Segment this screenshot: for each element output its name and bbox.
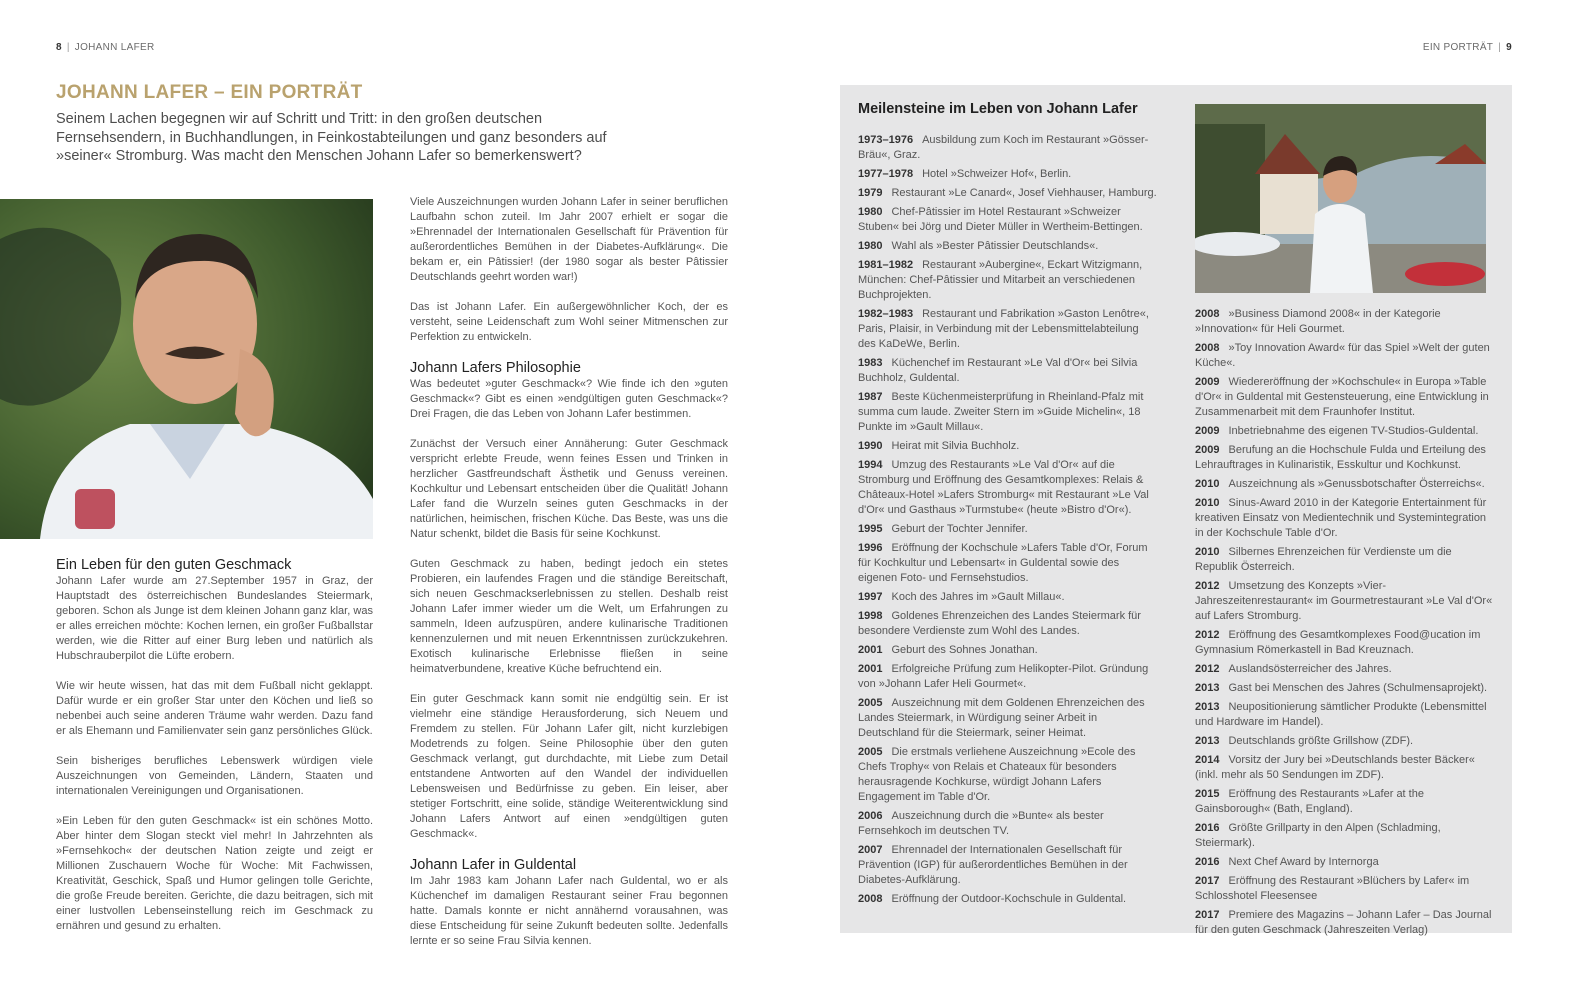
milestone-item — [858, 745, 1158, 805]
milestone-text: Gast bei Menschen des Jahres (Schulmensaprojekt). — [1228, 682, 1488, 694]
milestone-year: 2012 — [1195, 580, 1220, 592]
milestone-text: Sinus-Award 2010 in der Kategorie Entertainment für kreativen Einsatz von Medientechnik und Systemintegration in der Kochschule Table d'Or. — [1195, 497, 1487, 539]
milestone-year: 2008 — [1195, 308, 1220, 320]
milestone-text: Küchenchef im Restaurant »Le Val d'Or« bei Silvia Buchholz, Guldental. — [858, 357, 1138, 384]
milestone-item — [1195, 424, 1497, 439]
chef-photo-illustration — [1195, 104, 1486, 293]
running-title-right: EIN PORTRÄT — [1422, 42, 1494, 53]
milestone-text: Auszeichnung als »Genussbotschafter Österreichs«. — [1228, 478, 1485, 490]
folio-separator: | — [1498, 42, 1502, 53]
milestone-text: Premiere des Magazins – Johann Lafer – Das Journal für den guten Geschmack (Jahreszeiten Verlag) — [1195, 909, 1492, 936]
milestone-item — [858, 458, 1158, 518]
milestone-item — [858, 258, 1158, 303]
milestone-item — [858, 205, 1158, 235]
milestone-text: Auszeichnung durch die »Bunte« als bester Fernsehkoch im deutschen TV. — [858, 810, 1104, 837]
milestone-text: Erfolgreiche Prüfung zum Helikopter-Pilot. Gründung von »Johann Lafer Heli Gourmet«. — [858, 663, 1149, 690]
milestone-year: 1996 — [858, 542, 883, 554]
running-header-right — [1423, 42, 1512, 53]
milestone-item — [858, 809, 1158, 839]
milestone-item — [1195, 662, 1497, 677]
milestone-year: 1990 — [858, 440, 883, 452]
milestone-year: 2001 — [858, 644, 883, 656]
milestone-item — [1195, 341, 1497, 371]
milestone-year: 1987 — [858, 391, 883, 403]
milestone-item — [1195, 787, 1497, 817]
milestone-text: Umzug des Restaurants »Le Val d'Or« auf die Stromburg und Eröffnung des Gesamtkomplexes: Relais & Châteaux-Hotel »Lafers Stromburg« mit Restaurant »Le Val d'Or« und Gasthaus »Turmstube« (heute »Bistro d'Or«). — [858, 459, 1149, 516]
milestone-text: Next Chef Award by Internorga — [1228, 856, 1379, 868]
milestone-text: Vorsitz der Jury bei »Deutschlands bester Bäcker« (inkl. mehr als 50 Sendungen im ZDF). — [1195, 754, 1475, 781]
milestone-text: Inbetriebnahme des eigenen TV-Studios-Guldental. — [1228, 425, 1479, 437]
milestone-text: Geburt des Sohnes Jonathan. — [891, 644, 1038, 656]
milestone-item — [858, 307, 1158, 352]
milestone-year: 2008 — [1195, 342, 1220, 354]
milestone-item — [858, 522, 1158, 537]
milestone-text: Berufung an die Hochschule Fulda und Erteilung des Lehrauftrages in Kulinaristik, Esskultur und Kochkunst. — [1195, 444, 1486, 471]
milestone-year: 2017 — [1195, 909, 1220, 921]
milestone-year: 2013 — [1195, 682, 1220, 694]
milestone-text: Auszeichnung mit dem Goldenen Ehrenzeichen des Landes Steiermark, in Würdigung seiner Arbeit in Deutschland für die Steiermark, seiner Heimat. — [858, 697, 1145, 739]
milestone-item — [858, 390, 1158, 435]
paragraph: Johann Lafer wurde am 27.September 1957 in Graz, der Hauptstadt des österreichischen Bundeslandes Steiermark, geboren. Schon als Junge ist dem kleinen Johann ganz klar, was er alles erreichen möchte: Kochen lernen, ein großer Fußballstar werden, wie die Ritter auf einer Burg leben und natürlich als Hubschrauberpilot die Lüfte erobern. — [56, 575, 373, 662]
milestone-text: Restaurant »Aubergine«, Eckart Witzigmann, München: Chef-Pâtissier und Mitarbeit an verschiedenen Buchprojekten. — [858, 259, 1143, 301]
milestone-item — [1195, 545, 1497, 575]
intro-lead: Seinem Lachen begegnen wir auf Schritt und Tritt: in den großen deutschen Fernsehsendern, in Buchhandlungen, in Feinkostabteilungen und ganz besonders auf »seiner« Stromburg. Was macht den Menschen Johann Lafer so bemerkenswert? — [56, 111, 607, 164]
milestone-year: 1983 — [858, 357, 883, 369]
folio-separator: | — [66, 42, 70, 53]
milestones-heading: Meilensteine im Leben von Johann Lafer — [858, 101, 1138, 117]
milestone-text: Deutschlands größte Grillshow (ZDF). — [1228, 735, 1414, 747]
milestone-text: Umsetzung des Konzepts »Vier-Jahreszeitenrestaurant« im Gourmetrestaurant »Le Val d'Or« auf Lafers Stromburg. — [1195, 580, 1493, 622]
milestone-year: 2009 — [1195, 376, 1220, 388]
milestone-year: 2006 — [858, 810, 883, 822]
milestone-text: Neupositionierung sämtlicher Produkte (Lebensmittel und Hardware im Handel). — [1195, 701, 1487, 728]
milestone-item — [858, 843, 1158, 888]
milestone-text: Wahl als »Bester Pâtissier Deutschlands«. — [891, 240, 1099, 252]
milestone-year: 1982–1983 — [858, 308, 914, 320]
milestone-year: 1980 — [858, 240, 883, 252]
milestone-year: 2016 — [1195, 822, 1220, 834]
milestone-text: Silbernes Ehrenzeichen für Verdienste um die Republik Österreich. — [1195, 546, 1452, 573]
milestone-year: 1980 — [858, 206, 883, 218]
section-heading-philosophy: Johann Lafers Philosophie — [410, 360, 581, 376]
page-title: JOHANN LAFER – EIN PORTRÄT — [56, 82, 363, 103]
milestone-text: Geburt der Tochter Jennifer. — [891, 523, 1028, 535]
chef-at-hotel-photo — [1195, 104, 1486, 293]
milestone-item — [1195, 681, 1497, 696]
milestone-year: 1979 — [858, 187, 883, 199]
milestone-text: Eröffnung des Restaurant »Blüchers by Lafer« im Schlosshotel Fleesensee — [1195, 875, 1470, 902]
milestone-year: 1998 — [858, 610, 883, 622]
milestone-text: Größte Grillparty in den Alpen (Schladming, Steiermark). — [1195, 822, 1441, 849]
milestone-year: 2001 — [858, 663, 883, 675]
running-title-left: JOHANN LAFER — [74, 42, 155, 53]
milestone-item — [858, 662, 1158, 692]
milestone-text: Eröffnung des Gesamtkomplexes Food@ucation im Gymnasium Römerkastell in Bad Kreuznach. — [1195, 629, 1481, 656]
milestone-year: 1994 — [858, 459, 883, 471]
milestone-item — [1195, 443, 1497, 473]
milestone-item — [1195, 307, 1497, 337]
milestone-text: Restaurant »Le Canard«, Josef Viehhauser, Hamburg. — [891, 187, 1157, 199]
milestone-text: Restaurant und Fabrikation »Gaston Lenôtre«, Paris, Plaisir, in Verbindung mit der Lebensmittelabteilung des KaDeWe, Berlin. — [858, 308, 1149, 350]
article-column-left — [56, 557, 373, 949]
paragraph: Guten Geschmack zu haben, bedingt jedoch ein stetes Probieren, ein laufendes Fragen und die ständige Bereitschaft, sich neuen Geschmackserlebnissen zu stellen. Deshalb reist Johann Lafer immer wieder um die Welt, um Erfahrungen zu sammeln, Ideen aufzuspüren, andere kulinarische Traditionen kennenzulernen und mit neuen Erkenntnissen zurückzukehren. Exotisch kulinarische Erlebnisse fließen in seine heimatverbundene, kreative Küche befruchtend ein. — [410, 558, 728, 675]
section-heading-guldental: Johann Lafer in Guldental — [410, 857, 577, 873]
milestone-year: 2015 — [1195, 788, 1220, 800]
paragraph: »Ein Leben für den guten Geschmack« ist ein schönes Motto. Aber hinter dem Slogan steckt viel mehr! In Jahrzehnten als »Fernsehkoch« der deutschen Nation zeigte und zeigt er Millionen Zuschauern Woche für Woche: Mit Fachwissen, Kreativität, Geschick, Spaß und Humor gelingen tolle Gerichte, die große Freude bereiten. Gerichte, die dazu beitragen, sich mit einer lustvollen Lebenseinstellung reich im Geschmack zu ernähren und gesund zu erhalten. — [56, 815, 373, 932]
milestone-year: 2009 — [1195, 425, 1220, 437]
milestone-item — [858, 643, 1158, 658]
milestone-item — [1195, 908, 1497, 938]
milestone-item — [858, 696, 1158, 741]
milestone-text: Auslandsösterreicher des Jahres. — [1228, 663, 1392, 675]
milestone-item — [1195, 628, 1497, 658]
milestone-year: 2010 — [1195, 478, 1220, 490]
milestone-year: 2012 — [1195, 663, 1220, 675]
milestone-year: 1997 — [858, 591, 883, 603]
milestone-item — [1195, 477, 1497, 492]
milestone-year: 1981–1982 — [858, 259, 914, 271]
milestone-text: Hotel »Schweizer Hof«, Berlin. — [922, 168, 1072, 180]
milestone-item — [858, 239, 1158, 254]
milestone-item — [858, 439, 1158, 454]
portrait-illustration — [0, 199, 373, 539]
paragraph: Sein bisheriges berufliches Lebenswerk würdigen viele Auszeichnungen von Gemeinden, Ländern, Staaten und internationalen Vereinigungen und Organisationen. — [56, 755, 373, 797]
milestone-text: Die erstmals verliehene Auszeichnung »Ecole des Chefs Trophy« von Relais et Chateaux für besonders herausragende Kochkurse, würdigt Johann Lafers Engagement im Table d'Or. — [858, 746, 1136, 803]
milestone-text: Wiedereröffnung der »Kochschule« in Europa »Table d'Or« in Guldental mit Gestensteuerung, eine Entwicklung in Zusammenarbeit mit dem Fraunhofer Institut. — [1195, 376, 1489, 418]
running-header-left — [56, 42, 155, 53]
milestone-year: 2010 — [1195, 497, 1220, 509]
milestone-year: 2017 — [1195, 875, 1220, 887]
milestone-item — [1195, 874, 1497, 904]
milestone-item — [1195, 700, 1497, 730]
milestone-item — [858, 356, 1158, 386]
milestone-text: »Business Diamond 2008« in der Kategorie »Innovation« für Heli Gourmet. — [1195, 308, 1441, 335]
milestone-item — [858, 186, 1158, 201]
paragraph: Was bedeutet »guter Geschmack«? Wie finde ich den »guten Geschmack«? Gibt es einen »endgültigen guten Geschmack«? Drei Fragen, die das Leben von Johann Lafer bestimmen. — [410, 378, 728, 420]
article-column-middle — [410, 195, 728, 964]
milestone-year: 2014 — [1195, 754, 1220, 766]
milestone-year: 2007 — [858, 844, 883, 856]
milestone-year: 1973–1976 — [858, 134, 914, 146]
milestone-item — [1195, 855, 1497, 870]
page-number-left: 8 — [56, 42, 62, 53]
milestone-text: Eröffnung des Restaurants »Lafer at the Gainsborough« (Bath, England). — [1195, 788, 1424, 815]
page-number-right: 9 — [1506, 42, 1512, 53]
paragraph: Das ist Johann Lafer. Ein außergewöhnlicher Koch, der es versteht, seine Leidenschaft zum Wohl seiner Mitmenschen zur Perfektion zu entwickeln. — [410, 301, 728, 343]
milestone-item — [1195, 821, 1497, 851]
milestone-item — [858, 609, 1158, 639]
milestone-item — [858, 133, 1158, 163]
milestone-text: Chef-Pâtissier im Hotel Restaurant »Schweizer Stuben« bei Jörg und Dieter Müller in Wertheim-Bettingen. — [858, 206, 1143, 233]
milestone-item — [1195, 375, 1497, 420]
milestone-year: 2012 — [1195, 629, 1220, 641]
milestone-item — [858, 167, 1158, 182]
milestone-year: 2013 — [1195, 735, 1220, 747]
paragraph: Viele Auszeichnungen wurden Johann Lafer in seiner beruflichen Laufbahn schon zuteil. Im Jahr 2007 erhielt er sogar die »Ehrennadel der Internationalen Gesellschaft für Prävention für außerordentliches Bemühen in der Diabetes-Aufklärung«. Die bekam er, ein Pâtissier! (der 1980 sogar als bester Pâtissier Deutschlands geehrt worden war!) — [410, 196, 728, 283]
milestone-year: 2005 — [858, 697, 883, 709]
milestone-year: 2013 — [1195, 701, 1220, 713]
milestone-item — [1195, 579, 1497, 624]
milestone-item — [858, 892, 1158, 907]
milestone-item — [858, 541, 1158, 586]
milestone-item — [1195, 734, 1497, 749]
paragraph: Wie wir heute wissen, hat das mit dem Fußball nicht geklappt. Dafür wurde er ein großer Star unter den Köchen und ließ so nebenbei auch seine anderen Träume wahr werden. Dazu fand er als Ehemann und Familienvater sein ganz persönliches Glück. — [56, 680, 373, 737]
section-heading-life: Ein Leben für den guten Geschmack — [56, 557, 292, 573]
paragraph: Im Jahr 1983 kam Johann Lafer nach Guldental, wo er als Küchenchef im damaligen Restaurant seiner Frau begonnen hatte. Damals konnte er nicht annähernd vorausahnen, was diese Entscheidung für seine Zukunft bedeuten sollte. Jedenfalls lernte er so seine Frau Silvia kennen. — [410, 875, 728, 947]
portrait-photo — [0, 199, 373, 539]
milestone-item — [1195, 496, 1497, 541]
milestone-year: 2009 — [1195, 444, 1220, 456]
milestone-year: 1977–1978 — [858, 168, 914, 180]
paragraph: Ein guter Geschmack kann somit nie endgültig sein. Er ist vielmehr eine ständige Herausforderung, sich Neuem und Fremdem zu stellen. Für Johann Lafer gilt, nicht kurzlebigen Modetrends zu folgen. Seine Philosophie über den guten Geschmack verlangt, gut durchdachte, mit Liebe zum Detail entstandene Antworten auf den Wandel der individuellen Lebensweisen und Bedürfnisse zu geben. Ein leiser, aber stetiger Fortschritt, eine solide, ständige Weiterentwicklung sind Johann Lafers Antwort auf einen »endgültigen guten Geschmack«. — [410, 693, 728, 840]
milestone-text: Koch des Jahres im »Gault Millau«. — [891, 591, 1065, 603]
milestone-year: 2016 — [1195, 856, 1220, 868]
milestones-list-left — [858, 133, 1158, 911]
milestones-list-right — [1195, 307, 1497, 942]
milestone-text: Beste Küchenmeisterprüfung in Rheinland-Pfalz mit summa cum laude. Zweiter Stern im »Guide Michelin«, 18 Punkte im »Gault Millau«. — [858, 391, 1144, 433]
paragraph: Zunächst der Versuch einer Annäherung: Guter Geschmack verspricht erlebte Freude, wenn feines Essen und Trinken in herzlicher Gastfreundschaft Ästhetik und Genuss vereinen. Kochkultur und Lebensart entscheiden über die Qualität! Johann Lafer fand die Wurzeln seines guten Geschmacks in der natürlichen, heimischen, frischen Küche. Das Beste, was uns die Natur schenkt, bildet die Basis für seine Kochkunst. — [410, 438, 728, 540]
milestone-item — [858, 590, 1158, 605]
milestone-text: Eröffnung der Kochschule »Lafers Table d'Or, Forum für Kochkultur und Lebensart« in Guldental sowie des eigenen Foto- und Fernsehstudios. — [858, 542, 1148, 584]
milestone-text: Goldenes Ehrenzeichen des Landes Steiermark für besondere Verdienste zum Wohl des Landes. — [858, 610, 1141, 637]
milestone-year: 2005 — [858, 746, 883, 758]
milestone-text: Ausbildung zum Koch im Restaurant »Gösser-Bräu«, Graz. — [858, 134, 1149, 161]
milestone-text: »Toy Innovation Award« für das Spiel »Welt der guten Küche«. — [1195, 342, 1490, 369]
milestone-year: 2008 — [858, 893, 883, 905]
milestone-text: Ehrennadel der Internationalen Gesellschaft für Prävention (IGP) für außerordentliches Bemühen in der Diabetes-Aufklärung. — [858, 844, 1128, 886]
milestone-year: 2010 — [1195, 546, 1220, 558]
milestone-text: Eröffnung der Outdoor-Kochschule in Guldental. — [891, 893, 1127, 905]
milestone-item — [1195, 753, 1497, 783]
milestone-year: 1995 — [858, 523, 883, 535]
milestone-text: Heirat mit Silvia Buchholz. — [891, 440, 1020, 452]
